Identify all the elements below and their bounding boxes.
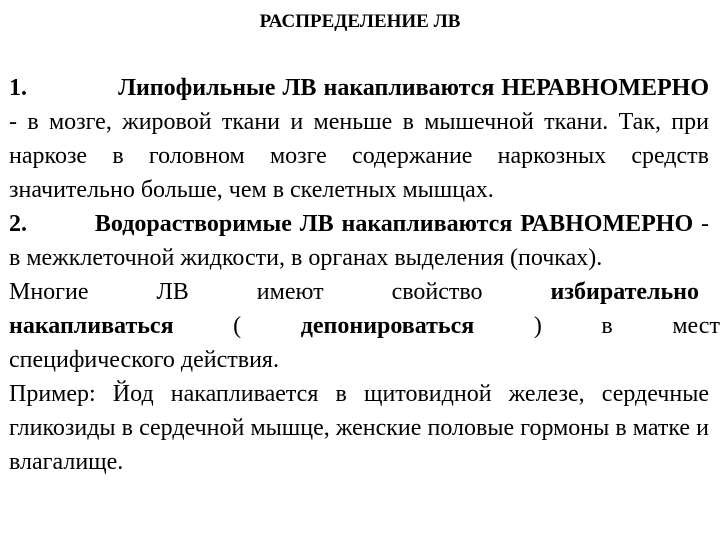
document-body <box>9 71 720 479</box>
paragraph-example: Пример: Йод накапливается в щитовидной железе, сердечные гликозиды в сердечной мышце, женские половые гормоны в матке и влагалище. <box>9 381 709 475</box>
selective-keyword: избирательно <box>550 279 699 305</box>
accumulate-keyword: накапливаться <box>9 313 174 339</box>
open-paren: ( <box>233 313 242 339</box>
truncated-word: мест <box>672 313 720 339</box>
word: в <box>601 313 613 339</box>
paragraph-selective <box>9 275 720 377</box>
hydrophilic-heading: Водорастворимые ЛВ накапливаются РАВНОМЕРНО <box>94 211 694 237</box>
selective-line-1 <box>9 275 699 309</box>
word: ЛВ <box>156 279 189 305</box>
selective-line-3: специфического действия. <box>9 347 279 373</box>
deposit-keyword: депонироваться <box>300 313 475 339</box>
paragraph-number: 1. <box>9 75 27 101</box>
word: имеют <box>256 279 324 305</box>
word: свойство <box>391 279 483 305</box>
page-title: РАСПРЕДЕЛЕНИЕ ЛВ <box>259 11 461 32</box>
paragraph-number: 2. <box>9 211 27 237</box>
hydrophilic-text: - в межклеточной жидкости, в органах выделения (почках). <box>9 211 710 271</box>
word: Многие <box>9 279 89 305</box>
lipophilic-heading: Липофильные ЛВ накапливаются НЕРАВНОМЕРНО <box>118 75 709 101</box>
close-paren: ) <box>533 313 542 339</box>
lipophilic-text: - в мозге, жировой ткани и меньше в мышечной ткани. Так, при наркозе в головном мозге содержание наркозных средств значительно больше, чем в скелетных мышцах. <box>9 109 709 203</box>
paragraph-hydrophilic <box>9 207 709 275</box>
paragraph-lipophilic <box>9 71 709 207</box>
selective-line-2 <box>9 309 720 343</box>
